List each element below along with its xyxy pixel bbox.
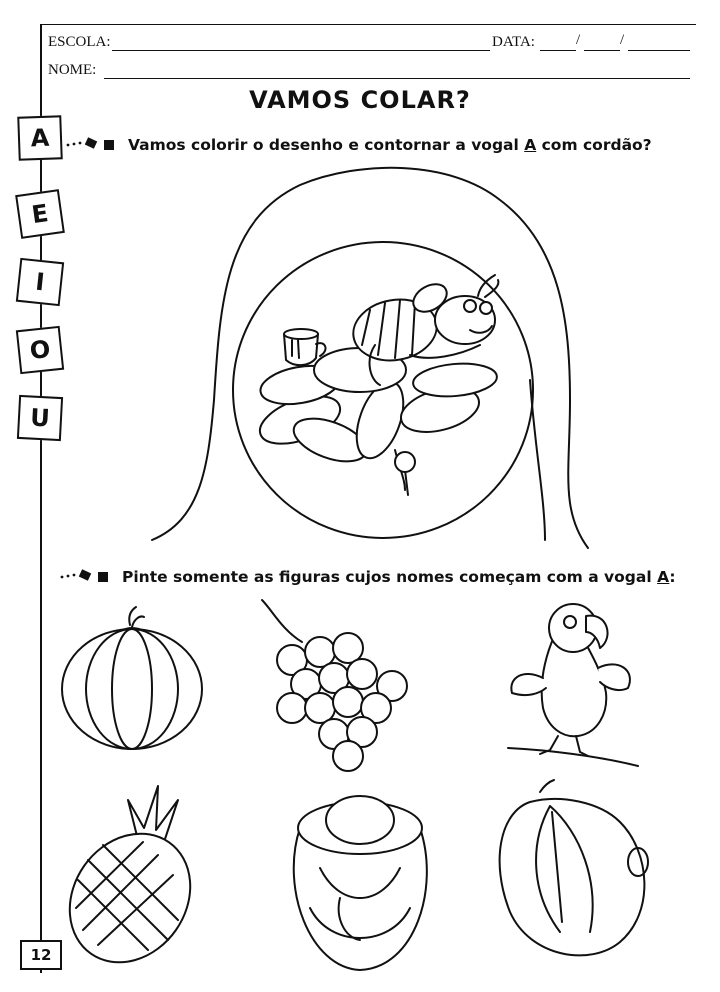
ring-icon bbox=[280, 788, 440, 978]
vowel-box-o: O bbox=[16, 326, 64, 374]
date-separator-2: / bbox=[620, 32, 625, 48]
vowel-box-u: U bbox=[17, 395, 63, 441]
page-number: 12 bbox=[20, 940, 62, 970]
vowel-box-i: I bbox=[16, 258, 64, 306]
page-title: VAMOS COLAR? bbox=[249, 86, 471, 114]
grapes-icon bbox=[252, 590, 422, 780]
instruction-1-vowel: A bbox=[524, 136, 537, 154]
date-separator-1: / bbox=[576, 32, 581, 48]
date-label: DATA: bbox=[492, 34, 535, 50]
school-label: ESCOLA: bbox=[48, 34, 111, 50]
pumpkin-icon bbox=[60, 605, 210, 755]
vowel-box-e: E bbox=[15, 189, 65, 239]
pineapple-icon bbox=[48, 780, 218, 980]
pear-icon bbox=[490, 772, 670, 972]
parrot-icon bbox=[488, 598, 648, 778]
vowel-box-a: A bbox=[17, 115, 63, 161]
instruction-2-tail: : bbox=[669, 568, 676, 586]
instruction-2-text: Pinte somente as figuras cujos nomes começam com a vogal bbox=[122, 568, 658, 586]
instruction-2-vowel: A bbox=[657, 568, 670, 586]
instruction-1-tail: com cordão? bbox=[536, 136, 652, 154]
instruction-1-text: Vamos colorir o desenho e contornar a vogal bbox=[128, 136, 525, 154]
name-label: NOME: bbox=[48, 62, 97, 78]
